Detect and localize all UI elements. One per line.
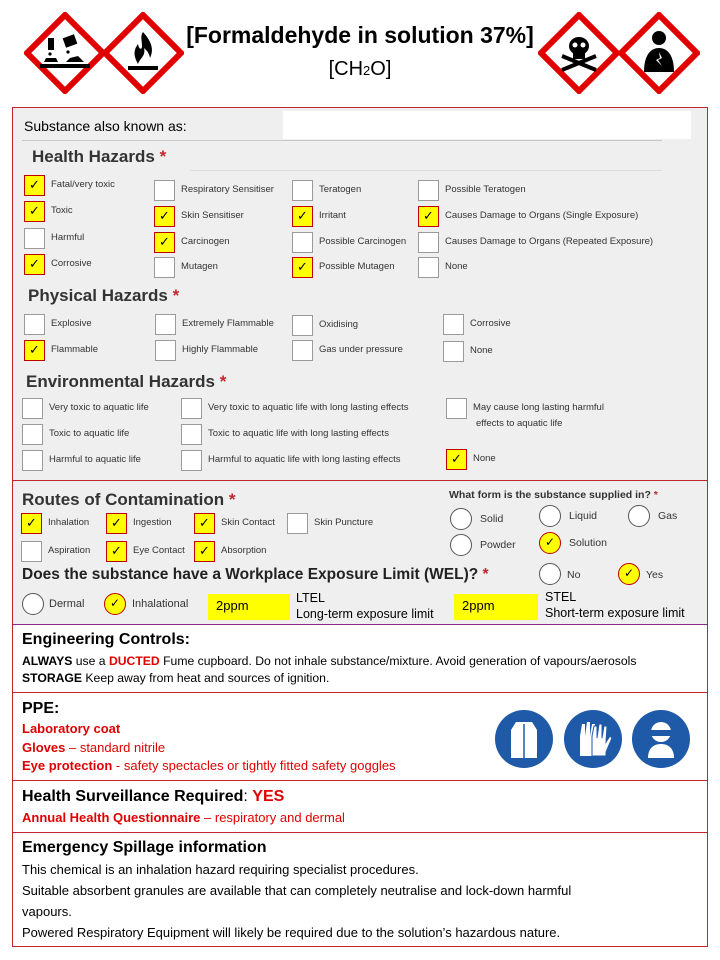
route-checkbox[interactable]: [21, 541, 42, 562]
environmental-hazard-checkbox[interactable]: [181, 424, 202, 445]
route-label: Skin Puncture: [314, 517, 374, 528]
check-icon: ✓: [110, 596, 121, 610]
health-hazard-checkbox[interactable]: [24, 201, 45, 222]
aka-divider: [22, 140, 662, 141]
always-keyword: ALWAYS: [22, 654, 73, 668]
environmental-hazard-label: Very toxic to aquatic life: [49, 402, 149, 413]
form-option-label: Powder: [480, 539, 516, 551]
physical-hazard-label: Flammable: [51, 344, 98, 355]
surveillance-title: Health Surveillance Required: [22, 788, 244, 805]
health-hazard-label: Toxic: [51, 205, 73, 216]
environmental-hazard-label: Harmful to aquatic life with long lasting effects: [208, 454, 401, 465]
check-icon: ✓: [29, 342, 40, 357]
section-divider: [12, 692, 708, 693]
check-icon: ✓: [159, 208, 170, 223]
gloves-glyph: [564, 710, 622, 768]
physical-hazards-title: Physical Hazards: [28, 286, 168, 305]
health-hazard-label: Causes Damage to Organs (Single Exposure): [445, 210, 639, 221]
health-hazard-label: Irritant: [319, 210, 346, 221]
environmental-hazard-label: effects to aquatic life: [476, 418, 563, 429]
physical-hazard-checkbox[interactable]: [292, 340, 313, 361]
environmental-hazard-checkbox[interactable]: [446, 398, 467, 419]
wel-yes-radio[interactable]: [618, 563, 640, 585]
health-hazard-checkbox[interactable]: [154, 257, 175, 278]
section-divider: [12, 832, 708, 833]
physical-hazard-checkbox[interactable]: [292, 315, 313, 336]
route-label: Skin Contact: [221, 517, 275, 528]
health-hazard-checkbox[interactable]: [418, 206, 439, 227]
health-hazard-checkbox[interactable]: [418, 257, 439, 278]
check-icon: ✓: [297, 208, 308, 223]
section-divider: [12, 780, 708, 781]
corrosion-icon: [24, 12, 106, 94]
gloves-keyword: Gloves: [22, 740, 66, 755]
stel-label: STEL: [545, 590, 577, 604]
form-radio[interactable]: [539, 505, 561, 527]
environmental-hazard-checkbox[interactable]: [181, 450, 202, 471]
environmental-hazard-label: Harmful to aquatic life: [49, 454, 141, 465]
health-hazard-label: Fatal/very toxic: [51, 179, 115, 190]
health-hazard-checkbox[interactable]: [292, 232, 313, 253]
health-divider: [190, 170, 662, 171]
health-hazard-label: Skin Sensitiser: [181, 210, 244, 221]
inhalational-radio[interactable]: [104, 593, 126, 615]
required-star: *: [159, 147, 167, 166]
ppe-coat: Laboratory coat: [22, 721, 121, 736]
physical-hazard-label: Extremely Flammable: [182, 318, 274, 329]
physical-hazard-checkbox[interactable]: [155, 340, 176, 361]
physical-hazard-checkbox[interactable]: [443, 341, 464, 362]
health-hazard-label: None: [445, 261, 468, 272]
form-question: [449, 489, 658, 501]
spillage-line-2: Suitable absorbent granules are available that can completely neutralise and lock-down harmful: [22, 883, 572, 898]
form-radio[interactable]: [539, 532, 561, 554]
required-star: *: [482, 566, 489, 583]
surveillance-answer: YES: [252, 788, 285, 805]
health-hazards-heading: [32, 147, 166, 167]
physical-hazard-checkbox[interactable]: [155, 314, 176, 335]
check-icon: ✓: [423, 208, 434, 223]
health-hazard-checkbox[interactable]: [24, 254, 45, 275]
engineering-text-2: Fume cupboard. Do not inhale substance/mixture. Avoid generation of vapours/aerosols: [159, 654, 637, 668]
ppe-gloves: [22, 740, 165, 755]
health-hazard-checkbox[interactable]: [24, 228, 45, 249]
routes-heading: [22, 490, 235, 510]
physical-hazard-checkbox[interactable]: [24, 340, 45, 361]
wel-no-label: No: [567, 569, 581, 581]
form-option-label: Gas: [658, 510, 678, 522]
health-hazard-label: Causes Damage to Organs (Repeated Exposure): [445, 236, 654, 247]
spillage-line-1: This chemical is an inhalation hazard requiring specialist procedures.: [22, 862, 419, 877]
check-icon: ✓: [451, 451, 462, 466]
formula-prefix: [CH: [328, 58, 364, 80]
eye-protection-icon: [632, 710, 690, 768]
form-question-text: What form is the substance supplied in?: [449, 489, 651, 501]
engineering-text-1: use a: [72, 654, 109, 668]
surveillance-line: [22, 810, 345, 825]
wel-question-text: Does the substance have a Workplace Exposure Limit (WEL)?: [22, 566, 479, 583]
route-checkbox[interactable]: [194, 513, 215, 534]
environmental-hazard-checkbox[interactable]: [446, 449, 467, 470]
health-hazard-label: Possible Carcinogen: [319, 236, 407, 247]
questionnaire-keyword: Annual Health Questionnaire: [22, 810, 201, 825]
check-icon: ✓: [29, 177, 40, 192]
wel-question: [22, 566, 489, 584]
environmental-hazard-label: Toxic to aquatic life: [49, 428, 130, 439]
ducted-keyword: DUCTED: [108, 654, 160, 668]
environmental-hazard-checkbox[interactable]: [22, 450, 43, 471]
route-label: Ingestion: [133, 517, 172, 528]
health-hazard-label: Carcinogen: [181, 236, 230, 247]
wel-yes-label: Yes: [646, 569, 664, 581]
header: [0, 0, 720, 100]
physical-hazard-label: None: [470, 345, 493, 356]
ppe-eye: [22, 758, 396, 773]
formula-suffix: O]: [370, 58, 392, 80]
route-checkbox[interactable]: [106, 541, 127, 562]
routes-title: Routes of Contamination: [22, 490, 225, 509]
gloves-text: – standard nitrile: [65, 740, 166, 755]
health-hazard-label: Mutagen: [181, 261, 218, 272]
required-star: *: [172, 286, 180, 305]
check-icon: ✓: [111, 543, 122, 558]
health-hazard-checkbox[interactable]: [418, 232, 439, 253]
ppe-title: PPE:: [22, 700, 60, 717]
health-hazard-checkbox[interactable]: [418, 180, 439, 201]
check-icon: ✓: [545, 535, 556, 549]
required-star: *: [219, 372, 227, 391]
required-star: *: [653, 489, 658, 501]
form-radio[interactable]: [450, 534, 472, 556]
lab-coat-icon: [495, 710, 553, 768]
route-label: Aspiration: [48, 545, 91, 556]
health-hazard-label: Respiratory Sensitiser: [181, 184, 274, 195]
environmental-hazards-heading: [26, 372, 226, 392]
environmental-hazard-checkbox[interactable]: [22, 398, 43, 419]
health-hazard-checkbox[interactable]: [154, 232, 175, 253]
environmental-hazard-checkbox[interactable]: [22, 424, 43, 445]
physical-hazard-checkbox[interactable]: [443, 314, 464, 335]
form-option-label: Solution: [569, 537, 607, 549]
form-option-label: Solid: [480, 513, 504, 525]
spillage-title: Emergency Spillage information: [22, 839, 267, 856]
route-label: Inhalation: [48, 517, 90, 528]
health-hazard-checkbox[interactable]: [24, 175, 45, 196]
questionnaire-text: – respiratory and dermal: [200, 810, 345, 825]
dermal-label: Dermal: [49, 598, 85, 610]
lab-coat-glyph: [495, 710, 553, 768]
section-divider: [12, 624, 708, 625]
health-hazard-checkbox[interactable]: [154, 206, 175, 227]
route-checkbox[interactable]: [194, 541, 215, 562]
aka-label: Substance also known as:: [24, 118, 187, 134]
environmental-hazard-checkbox[interactable]: [181, 398, 202, 419]
form-radio[interactable]: [628, 505, 650, 527]
engineering-line-1: [22, 654, 636, 668]
skull-crossbones-icon: [538, 12, 620, 94]
physical-hazard-label: Oxidising: [319, 319, 359, 330]
environmental-hazard-label: Very toxic to aquatic life with long lasting effects: [208, 402, 409, 413]
health-hazard-checkbox[interactable]: [292, 180, 313, 201]
check-icon: ✓: [199, 543, 210, 558]
substance-title: [Formaldehyde in solution 37%]: [186, 22, 534, 48]
stel-value[interactable]: 2ppm: [454, 594, 538, 620]
physical-hazard-checkbox[interactable]: [24, 314, 45, 335]
health-hazard-checkbox[interactable]: [292, 257, 313, 278]
wel-no-radio[interactable]: [539, 563, 561, 585]
environmental-hazard-label: Toxic to aquatic life with long lasting effects: [208, 428, 389, 439]
physical-hazard-label: Explosive: [51, 318, 92, 329]
eye-text: - safety spectacles or tightly fitted safety goggles: [112, 758, 396, 773]
check-icon: ✓: [29, 203, 40, 218]
environmental-hazard-label: None: [473, 453, 496, 464]
environmental-hazard-label: May cause long lasting harmful: [473, 402, 604, 413]
ltel-description: Long-term exposure limit: [296, 607, 434, 621]
health-hazard-label: Possible Mutagen: [319, 261, 395, 272]
route-label: Eye Contact: [133, 545, 185, 556]
route-checkbox[interactable]: [106, 513, 127, 534]
form-option-label: Liquid: [569, 510, 598, 522]
section-divider: [12, 480, 708, 481]
stel-description: Short-term exposure limit: [545, 606, 685, 620]
formula-subscript: 2: [363, 63, 371, 78]
health-hazard-label: Harmful: [51, 232, 85, 243]
health-hazard-label: Possible Teratogen: [445, 184, 526, 195]
ltel-value[interactable]: 2ppm: [208, 594, 290, 620]
dermal-radio[interactable]: [22, 593, 44, 615]
gloves-icon: [564, 710, 622, 768]
form-radio[interactable]: [450, 508, 472, 530]
health-hazard-checkbox[interactable]: [154, 180, 175, 201]
inhalational-label: Inhalational: [132, 598, 189, 610]
storage-keyword: STORAGE: [22, 671, 83, 685]
health-hazard-label: Teratogen: [319, 184, 362, 195]
check-icon: ✓: [199, 515, 210, 530]
surveillance-colon: :: [243, 788, 253, 805]
physical-hazard-label: Gas under pressure: [319, 344, 403, 355]
ltel-label: LTEL: [296, 591, 325, 605]
check-icon: ✓: [29, 256, 40, 271]
check-icon: ✓: [297, 259, 308, 274]
eye-keyword: Eye protection: [22, 758, 113, 773]
eye-protection-glyph: [632, 710, 690, 768]
health-hazard-checkbox[interactable]: [292, 206, 313, 227]
spillage-line-2b: vapours.: [22, 904, 72, 919]
spillage-line-3: Powered Respiratory Equipment will likely be required due to the solution’s hazardous nature.: [22, 925, 561, 940]
route-checkbox[interactable]: [21, 513, 42, 534]
health-hazard-label: Corrosive: [51, 258, 92, 269]
health-hazard-icon: [618, 12, 700, 94]
storage-text: Keep away from heat and sources of ignition.: [82, 671, 330, 685]
chemical-formula: [160, 58, 560, 81]
check-icon: ✓: [111, 515, 122, 530]
required-star: *: [228, 490, 236, 509]
physical-hazard-label: Corrosive: [470, 318, 511, 329]
physical-hazard-label: Highly Flammable: [182, 344, 259, 355]
check-icon: ✓: [26, 515, 37, 530]
check-icon: ✓: [624, 566, 635, 580]
check-icon: ✓: [159, 234, 170, 249]
surveillance-heading: [22, 788, 284, 806]
engineering-line-2: [22, 671, 329, 685]
route-label: Absorption: [221, 545, 267, 556]
engineering-title: Engineering Controls:: [22, 631, 190, 648]
health-hazards-title: Health Hazards: [32, 147, 155, 166]
environmental-hazards-title: Environmental Hazards: [26, 372, 215, 391]
route-checkbox[interactable]: [287, 513, 308, 534]
physical-hazards-heading: [28, 286, 179, 306]
